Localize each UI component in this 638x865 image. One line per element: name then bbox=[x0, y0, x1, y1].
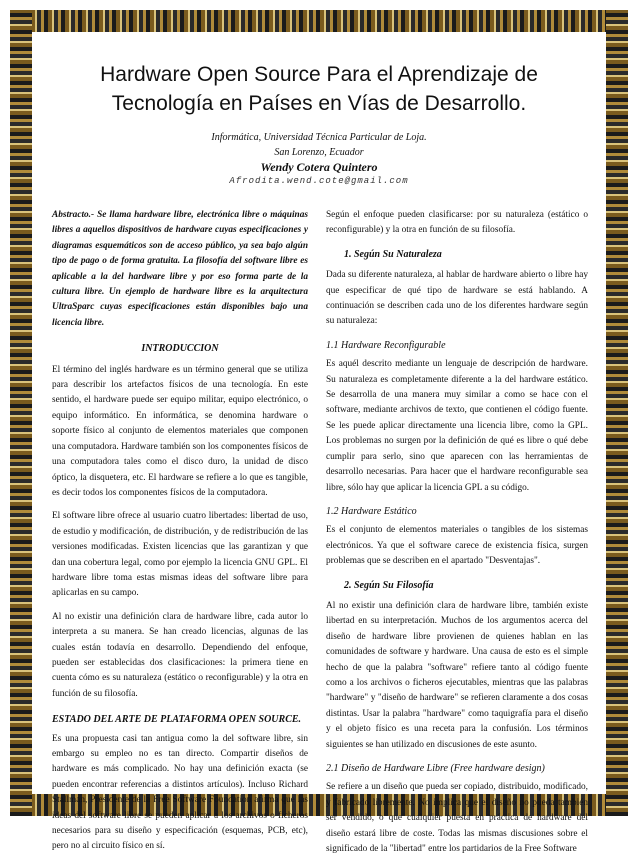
subsection-heading-reconfigurable: 1.1 Hardware Reconfigurable bbox=[326, 339, 446, 351]
title-line-2: Tecnología en Países en Vías de Desarrollo. bbox=[111, 92, 527, 115]
title-line-1: Hardware Open Source Para el Aprendizaje de bbox=[100, 63, 538, 86]
reconfigurable-paragraph: Es aquél descrito mediante un lenguaje de descripción de hardware. Su naturaleza es completamente diferente a la del hardware estático. Se desarrolla de una manera muy similar a como se hace con el software, mediante archivos de texto, que contienen el código fuente. Se les puede aplicar directamente una licencia libre, como la GPL. Los problemas no surgen por la definición de qué es libre o qué debe cumplir para serlo, sino que aparecen con las herramientas de desarrollo necesarias. Para hacer que el hardware reconfigurable sea libre, sólo hay que aplicar la licencia GPL a su código. bbox=[326, 359, 588, 493]
left-column bbox=[52, 208, 308, 863]
estado-paragraph-1: Es una propuesta casi tan antigua como la del software libre, sin embargo su empleo no es tan directo. Compartir diseños de hardware es más complicado. No hay una definición exacta (se pueden encontrar referencias a distintos artículos). Incluso Richard Stallman, Presidente de la Free Software Foundation afirma que las ideas del software libre se pueden aplicar a los archivos o ficheros necesarios para su diseño y especificación (esquemas, PCB, etc), pero no al circuito físico en sí. bbox=[52, 733, 308, 852]
decorative-border-top bbox=[10, 10, 628, 32]
intro-heading: INTRODUCCION bbox=[141, 343, 219, 355]
section-heading-naturaleza: 1. Según Su Naturaleza bbox=[344, 248, 442, 260]
subsection-heading-estatico: 1.2 Hardware Estático bbox=[326, 505, 417, 517]
author-name: Wendy Cotera Quintero bbox=[260, 160, 378, 174]
author-email: Afrodita.wend.cote@gmail.com bbox=[229, 176, 409, 186]
intro-paragraph-3: Al no existir una definición clara de hardware libre, cada autor lo interpreta a su manera. Se han creado licencias, algunas de las cuales están todavía en desarrollo. Dependiendo del enfoque, pueden ser establecidas dos clasificaciones: la primera tiene en cuenta cómo es su naturaleza (estático o reconfigurable) y la otra en función de su filosofía. bbox=[52, 611, 308, 699]
classification-paragraph: Según el enfoque pueden clasificarse: por su naturaleza (estático o reconfigurable) y la otra en función de su filosofía. bbox=[326, 210, 588, 236]
abstract: Abstracto.- Se llama hardware libre, electrónica libre o máquinas libres a aquellos dispositivos de hardware cuyas especificaciones y diagramas esquemáticos son de acceso público, ya sea bajo algún tipo de pago o de forma gratuita. La filosofía del software libre es aplicable a la del hardware libre y por eso forma parte de la cultura libre. Un ejemplo de hardware libre es la arquitectura UltraSparc cuyas especificaciones están disponibles bajo una licencia libre. bbox=[52, 210, 308, 328]
affiliation-line-2: San Lorenzo, Ecuador bbox=[274, 147, 364, 158]
paper-title bbox=[40, 60, 598, 118]
affiliation-line-1: Informática, Universidad Técnica Particular de Loja. bbox=[211, 132, 427, 143]
naturaleza-paragraph: Dada su diferente naturaleza, al hablar de hardware abierto o libre hay que especificar de qué tipo de hardware se está hablando. A continuación se describen cada uno de los diferentes hardware según su naturaleza: bbox=[326, 270, 588, 327]
section-heading-filosofia: 2. Según Su Filosofía bbox=[344, 579, 434, 591]
subsection-heading-free-hardware-design: 2.1 Diseño de Hardware Libre (Free hardware design) bbox=[326, 763, 545, 774]
estado-heading: ESTADO DEL ARTE DE PLATAFORMA OPEN SOURCE. bbox=[52, 714, 302, 726]
intro-paragraph-1: El término del inglés hardware es un término general que se utiliza para describir los artefactos físicos de una tecnología. En este sentido, el hardware puede ser equipo militar, equipo electrónico, o equipo informático. En informática, se denomina hardware o soporte físico al conjunto de elementos materiales que componen una computadora. Hardware también son los componentes físicos de una computadora tales como el disco duro, la unidad de disco óptico, la disquetera, etc. El hardware se refiere a lo que es tangible, es decir todos los componentes físicos de la computadora. bbox=[52, 364, 308, 498]
affiliation bbox=[0, 130, 638, 160]
filosofia-paragraph: Al no existir una definición clara de hardware libre, también existe libertad en su interpretación. Muchos de los argumentos acerca del diseño de hardware libre provienen de quienes hablan en las comunidades de software y hardware. Una causa de esto es el simple hecho de que la palabra "software" refiere tanto al código fuente como a los archivos o ficheros ejecutables, mientras que las palabras "hardware" y "diseño de hardware" se refieren claramente a dos cosas distintas. Usar la palabra "hardware" como taquigrafía para el diseño y el objeto físico es una receta para la confusión. Los términos siguientes se han utilizado en discusiones de este asunto. bbox=[326, 600, 588, 750]
free-hardware-design-paragraph: Se refiere a un diseño que pueda ser copiado, distribuido, modificado, y fabricado libremente. No implica que el diseño no pueda también ser vendido, o que cualquier puesta en práctica de hardware del diseño estará libre de coste. Todas las mismas discusiones sobre el significado de la "libertad" entre los partidarios de la Free Software bbox=[326, 782, 588, 855]
intro-paragraph-2: El software libre ofrece al usuario cuatro libertades: libertad de uso, de estudio y modificación, de distribución, y de redistribución de las versiones modificadas. Existen licencias que las garantizan y que dan una cobertura legal, como por ejemplo la licencia GNU GPL. El hardware libre toma estas mismas ideas del software libre para aplicarlas en su campo. bbox=[52, 511, 308, 599]
right-column bbox=[326, 208, 588, 865]
estatico-paragraph: Es el conjunto de elementos materiales o tangibles de los sistemas electrónicos. Ya que el software carece de existencia física, surgen problemas que se describen en el apartado "Desventajas". bbox=[326, 525, 588, 567]
